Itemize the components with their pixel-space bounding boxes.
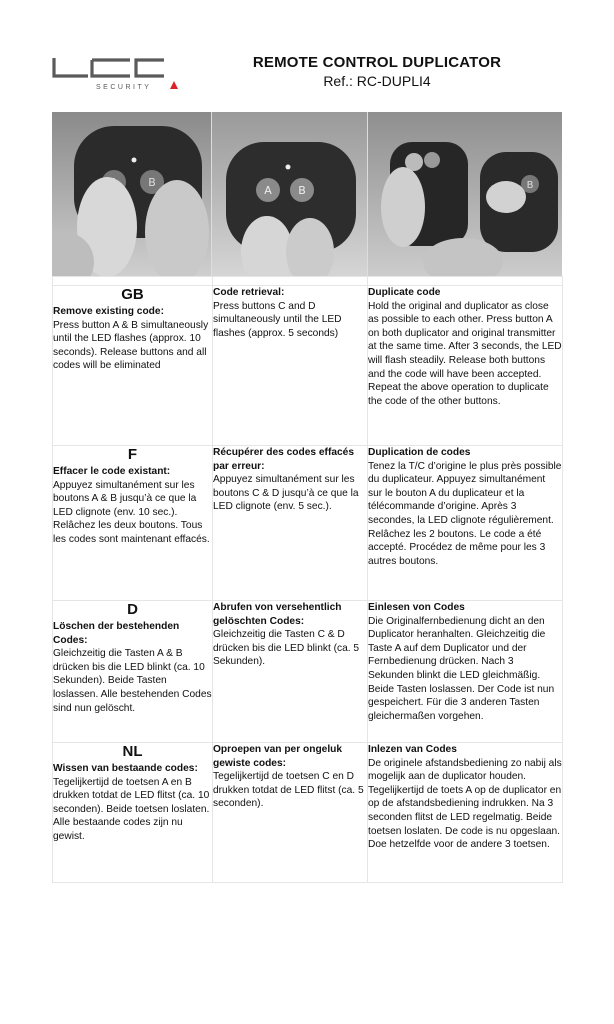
cell-heading: Duplication de codes [368, 447, 471, 458]
language-label: D [127, 601, 138, 618]
cell-body: Appuyez simultanément sur les boutons A & B jusqu’à ce que la LED clignote (env. 10 sec.). Relâchez les deux boutons. Tous les codes sont maintenant effacés. [53, 479, 210, 545]
svg-text:A: A [264, 184, 273, 197]
duplicate-code-cell [368, 601, 563, 743]
table-row [53, 446, 563, 601]
reference-number: Ref.: RC-DUPLI4 [323, 73, 431, 89]
code-retrieval-cell [213, 286, 368, 446]
cell-body: Die Originalfernbedienung dicht an den Duplicator heranhalten. Gleichzeitig die Taste A auf dem Duplicator und der Fernbedienung drücken. Nach 3 Sekunden blinkt die LED gleichmäßig. Beide Tasten loslassen. Der Code ist nun gespeichert. Für die 3 anderen Tasten gleichermaßen vorgehen. [368, 615, 555, 722]
remove-code-cell [53, 286, 213, 446]
table-row [53, 743, 563, 883]
cell-heading: Effacer le code existant: [53, 466, 171, 477]
cell-heading: Löschen der bestehenden Codes: [53, 621, 180, 646]
photo-duplicate [368, 112, 562, 276]
cell-body: De originele afstandsbediening zo nabij als mogelijk aan de duplicator houden. Tegelijkertijd de toets A op de duplicator en op de afstandsbediening indrukken. Na 3 seconden flitst de LED regelmatig. Beide toetsen loslaten. De code is nu opgeslaan. Doe hetzelfde voor de andere 3 toetsen. [368, 757, 562, 851]
cell-heading: Code retrieval: [213, 287, 285, 298]
photo-buttons-cd [212, 112, 367, 276]
cell-body: Tegelijkertijd de toetsen C en D drukken totdat de LED flitst (ca. 5 seconden). [213, 771, 364, 810]
svg-text:B: B [526, 180, 534, 191]
language-label: NL [122, 743, 143, 760]
duplicate-code-cell [368, 286, 563, 446]
photo-buttons-ab [52, 112, 212, 276]
remove-code-cell [53, 446, 213, 601]
language-label: F [127, 446, 138, 463]
cell-body: Press buttons C and D simultaneously until the LED flashes (approx. 5 seconds) [213, 300, 342, 339]
instruction-photos [52, 112, 562, 276]
table-row [53, 601, 563, 743]
cell-body: Press button A & B simultaneously until the LED flashes (approx. 10 seconds). Release buttons and all codes will be eliminated [53, 319, 209, 372]
cell-body: Gleichzeitig die Tasten C & D drücken bis die LED blinkt (ca. 5 Sekunden). [213, 629, 360, 668]
duplicate-code-cell [368, 743, 563, 883]
cell-heading: Abrufen von versehentlich gelöschten Codes: [213, 602, 342, 627]
duplicate-code-cell [368, 446, 563, 601]
instructions-table [52, 276, 563, 883]
cell-heading: Wissen van bestaande codes: [53, 763, 198, 774]
code-retrieval-cell [213, 446, 368, 601]
triangle-icon [170, 81, 178, 89]
cell-body: Appuyez simultanément sur les boutons C & D jusqu’à ce que la LED clignote (env. 5 sec.). [213, 474, 359, 513]
cell-body: Hold the original and duplicator as close as possible to each other. Press button A on both duplicator and original transmitter at the same time. After 3 seconds, the LED will flash steadily. Release both buttons and the code will have been accepted. Repeat the above operation to duplicate the code of the other buttons. [368, 300, 562, 407]
cell-body: Gleichzeitig die Tasten A & B drücken bis die LED blinkt (ca. 10 Sekunden). Beide Tasten loslassen. Alle bestehenden Codes sind nun gelöscht. [53, 648, 212, 714]
svg-text:B: B [298, 184, 307, 197]
remove-code-cell [53, 601, 213, 743]
remove-code-cell [53, 743, 213, 883]
cell-heading: Oproepen van per ongeluk gewiste codes: [213, 744, 343, 769]
code-retrieval-cell [213, 601, 368, 743]
cell-heading: Remove existing code: [53, 306, 164, 317]
cell-body: Tegelijkertijd de toetsen A en B drukken totdat de LED flitst (ca. 10 seconden). Beide toetsen loslaten. Alle bestaande codes zijn nu gewist. [53, 776, 210, 842]
cell-heading: Inlezen van Codes [368, 744, 457, 755]
cell-body: Tenez la T/C d’origine le plus près possible du duplicateur. Appuyez simultanément sur le bouton A du duplicateur et la télécommande d’origine. Après 3 secondes, la LED clignote régulièrement. Relâchez les 2 boutons. Le code a été accepté. Procédez de même pour les 3 autres boutons. [368, 460, 562, 567]
svg-text:B: B [148, 176, 156, 189]
cell-heading: Duplicate code [368, 287, 441, 298]
cell-heading: Einlesen von Codes [368, 602, 465, 613]
title-block [232, 54, 522, 89]
ltc-logo-icon [52, 56, 180, 92]
page-title: REMOTE CONTROL DUPLICATOR [252, 54, 502, 71]
code-retrieval-cell [213, 743, 368, 883]
cell-heading: Récupérer des codes effacés par erreur: [213, 447, 354, 472]
table-row [53, 286, 563, 446]
brand-logo [52, 56, 180, 92]
brand-sub-text: SECURITY [96, 84, 152, 91]
language-label: GB [121, 286, 144, 303]
